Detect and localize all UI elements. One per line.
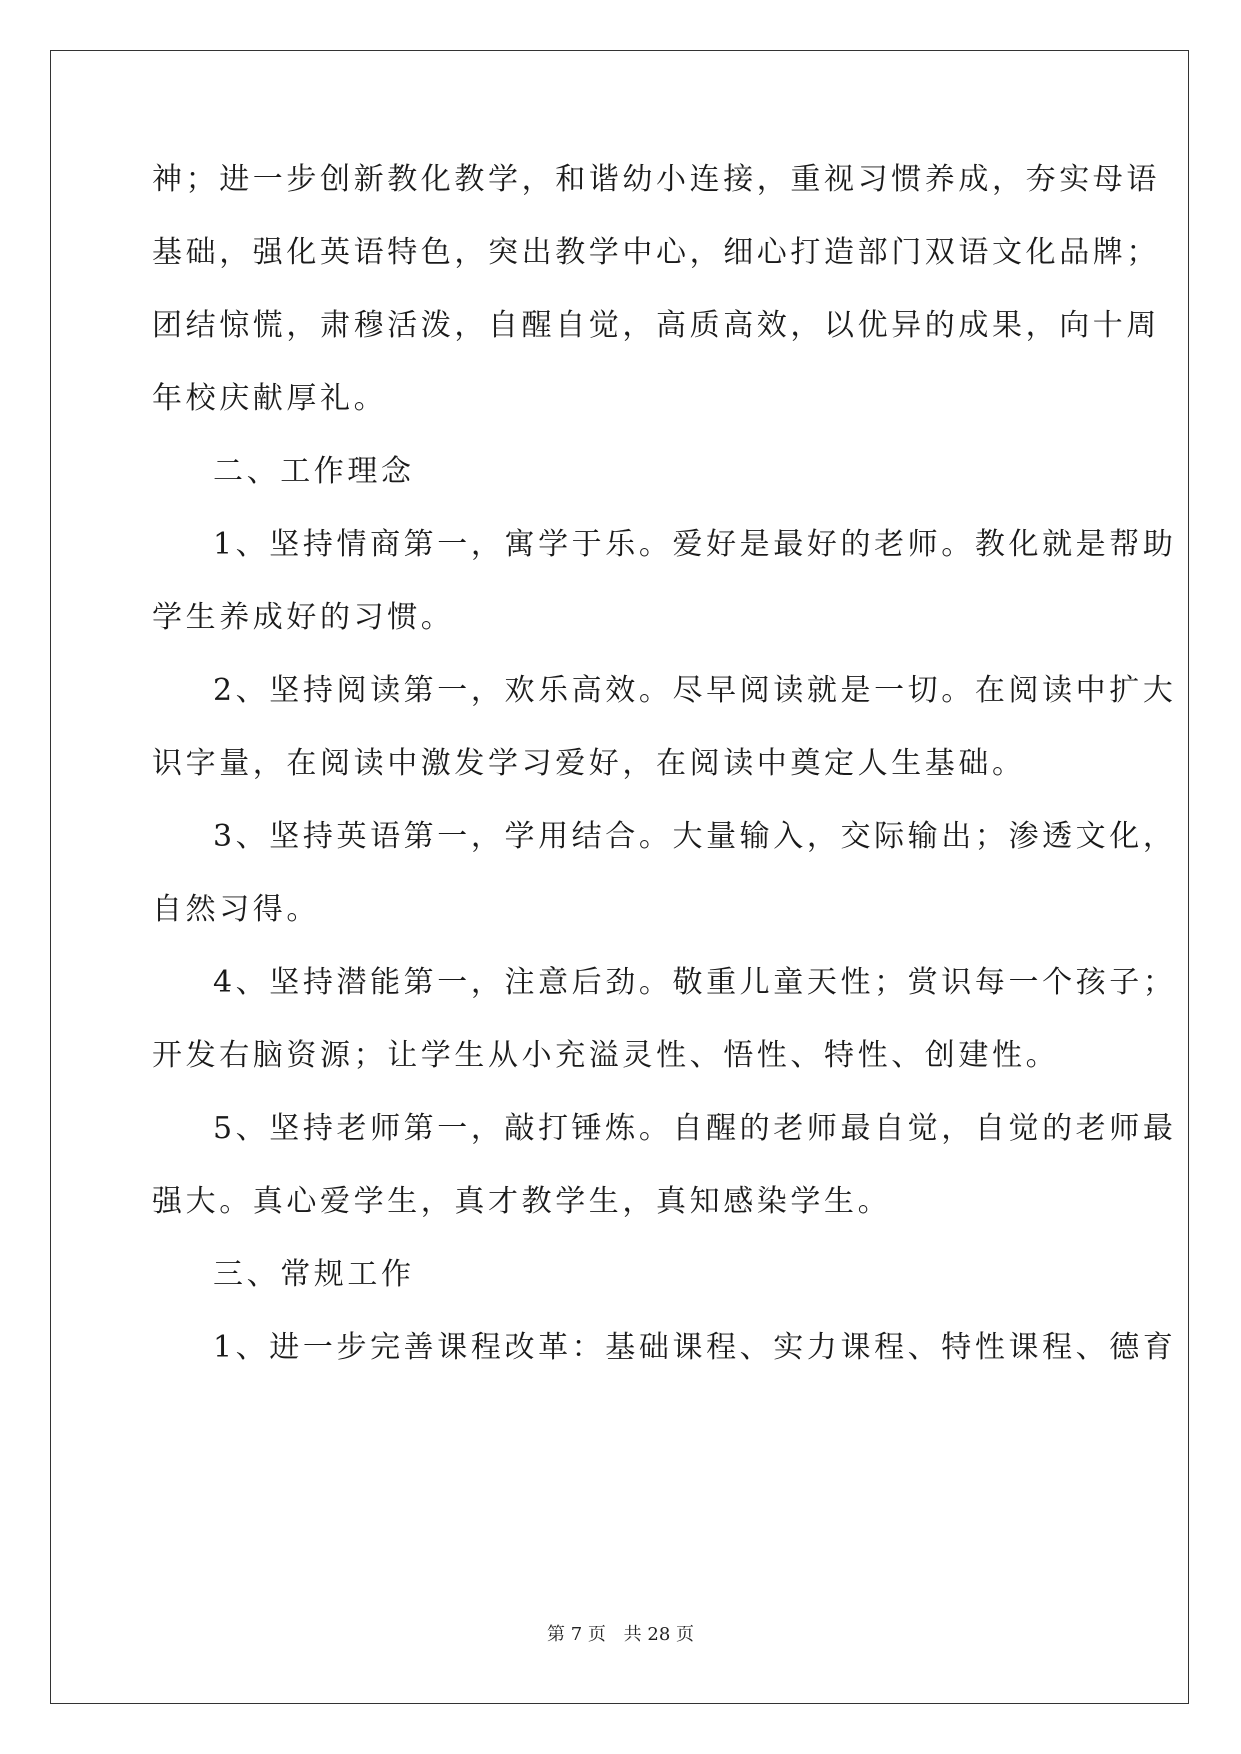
text-line: 团结惊慌，肃穆活泼，自醒自觉，高质高效，以优异的成果，向十周: [152, 308, 1160, 343]
text-line: 识字量，在阅读中激发学习爱好，在阅读中奠定人生基础。: [152, 746, 1026, 781]
text-line: 学生养成好的习惯。: [152, 600, 455, 635]
text-line: 5、坚持老师第一，敲打锤炼。自醒的老师最自觉，自觉的老师最: [213, 1111, 1177, 1146]
text-line: 1、坚持情商第一，寓学于乐。爱好是最好的老师。教化就是帮助: [213, 527, 1177, 562]
text-line: 3、坚持英语第一，学用结合。大量输入，交际输出；渗透文化，: [213, 819, 1177, 854]
text-line: 开发右脑资源；让学生从小充溢灵性、悟性、特性、创建性。: [152, 1038, 1060, 1073]
text-line: 神；进一步创新教化教学，和谐幼小连接，重视习惯养成，夯实母语: [152, 162, 1160, 197]
text-line: 1、进一步完善课程改革：基础课程、实力课程、特性课程、德育: [213, 1330, 1177, 1365]
page-total: 共 28 页: [623, 1624, 694, 1645]
text-line: 2、坚持阅读第一，欢乐高效。尽早阅读就是一切。在阅读中扩大: [213, 673, 1177, 708]
text-line: 年校庆献厚礼。: [152, 381, 388, 416]
section-heading: 二、工作理念: [213, 454, 415, 489]
page-footer: [0, 1623, 1241, 1647]
text-line: 4、坚持潜能第一，注意后劲。敬重儿童天性；赏识每一个孩子；: [213, 965, 1177, 1000]
text-line: 强大。真心爱学生，真才教学生，真知感染学生。: [152, 1184, 892, 1219]
text-line: 基础，强化英语特色，突出教学中心，细心打造部门双语文化品牌；: [152, 235, 1160, 270]
page-border: [50, 50, 1189, 1704]
text-line: 自然习得。: [152, 892, 320, 927]
section-heading: 三、常规工作: [213, 1257, 415, 1292]
page-number: 第 7 页: [547, 1624, 606, 1645]
